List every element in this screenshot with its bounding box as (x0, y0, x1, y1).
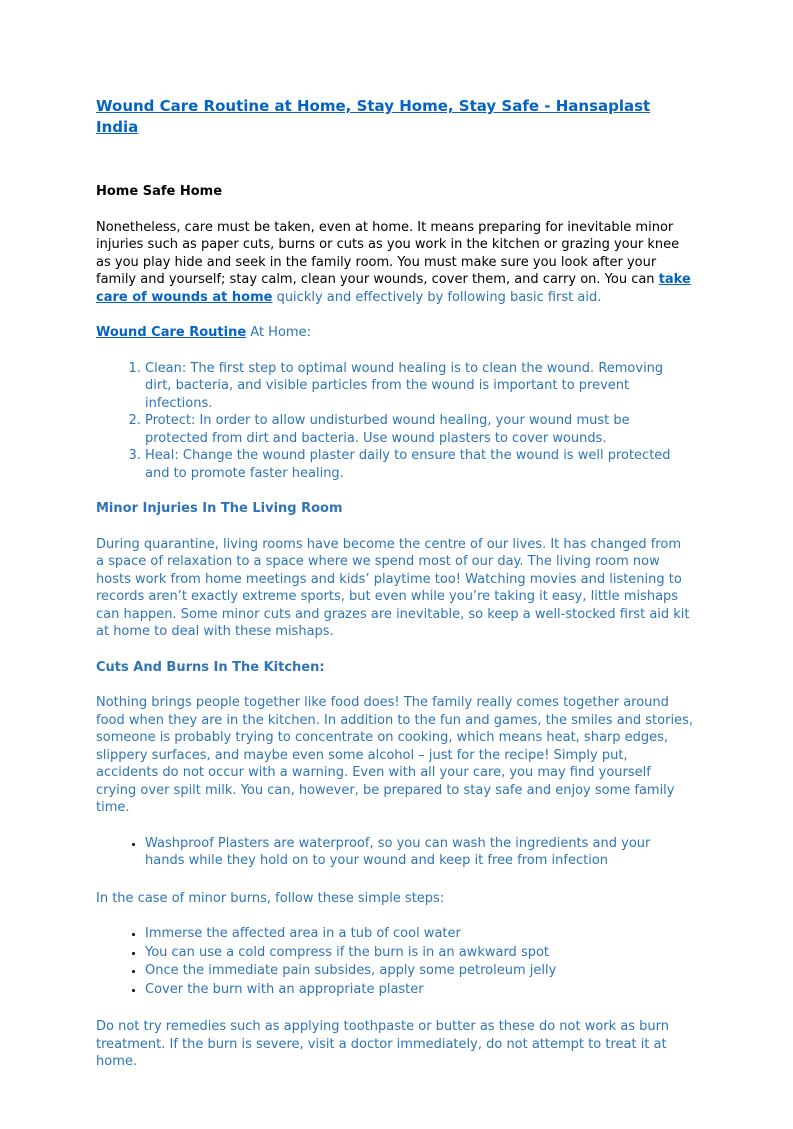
list-item: 3. Heal: Change the wound plaster daily to ensure that the wound is well protected and to promote faster healing. (145, 447, 693, 482)
burns-intro-paragraph: In the case of minor burns, follow these simple steps: (96, 890, 445, 906)
wound-care-steps-list (96, 360, 693, 483)
home-safe-home-paragraph (96, 219, 693, 307)
list-item: • Cover the burn with an appropriate plaster (145, 981, 693, 999)
wound-care-routine-heading-suffix: At Home: (246, 325, 311, 340)
heading-kitchen: Cuts And Burns In The Kitchen: (96, 659, 325, 675)
living-room-paragraph: During quarantine, living rooms have become the centre of our lives. It has changed from a space of relaxation to a space where we spend most of our day. The living room now hosts work from home meetings and kids’ playtime too! Watching movies and listening to records aren’t exactly extreme sports, but even while you’re taking it easy, little mishaps can happen. Some minor cuts and grazes are inevitable, so keep a well-stocked first aid kit at home to deal with these mishaps. (96, 536, 690, 639)
wound-care-routine-link[interactable]: Wound Care Routine (96, 325, 247, 340)
kitchen-paragraph: Nothing brings people together like food does! The family really comes together around food when they are in the kitchen. In addition to the fun and games, the smiles and stories, someone is probably trying to concentrate on cooking, which means heat, sharp edges, slippery surfaces, and maybe even some alcohol – just for the recipe! Simply put, accidents do not occur with a warning. Even with all your care, you may find yourself crying over spilt milk. You can, however, be prepared to stay safe and enjoy some family time. (96, 695, 693, 815)
list-item: • Immerse the affected area in a tub of cool water (145, 925, 693, 943)
list-item: 2. Protect: In order to allow undisturbed wound healing, your wound must be protected from dirt and bacteria. Use wound plasters to cover wounds. (145, 412, 693, 447)
burns-warning-paragraph: Do not try remedies such as applying toothpaste or butter as these do not work as burn treatment. If the burn is severe, visit a doctor immediately, do not attempt to treat it at home. (96, 1019, 670, 1069)
take-care-of-wounds-link[interactable]: take care of wounds at home (96, 272, 691, 305)
heading-home-safe-home: Home Safe Home (96, 184, 223, 199)
heading-wound-care-routine (96, 324, 693, 342)
document-title-link[interactable]: Wound Care Routine at Home, Stay Home, Stay Safe - Hansaplast India (96, 97, 651, 136)
list-item: • You can use a cold compress if the burn is in an awkward spot (145, 944, 693, 962)
document-title (96, 96, 693, 137)
list-item: 1. Clean: The first step to optimal wound healing is to clean the wound. Removing dirt, bacteria, and visible particles from the wound is important to prevent infections. (145, 360, 693, 413)
washproof-bullet-list (96, 835, 693, 870)
list-item: • Washproof Plasters are waterproof, so you can wash the ingredients and your hands while they hold on to your wound and keep it free from infection (145, 835, 693, 870)
list-item: • Once the immediate pain subsides, apply some petroleum jelly (145, 962, 693, 980)
home-paragraph-text: Nonetheless, care must be taken, even at home. It means preparing for inevitable minor injuries such as paper cuts, burns or cuts as you work in the kitchen or grazing your knee as you play hide and seek in the family room. You must make sure you look after your family and yourself; stay calm, clean your wounds, cover them, and carry on. You can (96, 219, 680, 287)
home-paragraph-tail: quickly and effectively by following basic first aid. (272, 289, 602, 305)
burn-steps-list (96, 925, 693, 998)
heading-living-room: Minor Injuries In The Living Room (96, 501, 343, 516)
